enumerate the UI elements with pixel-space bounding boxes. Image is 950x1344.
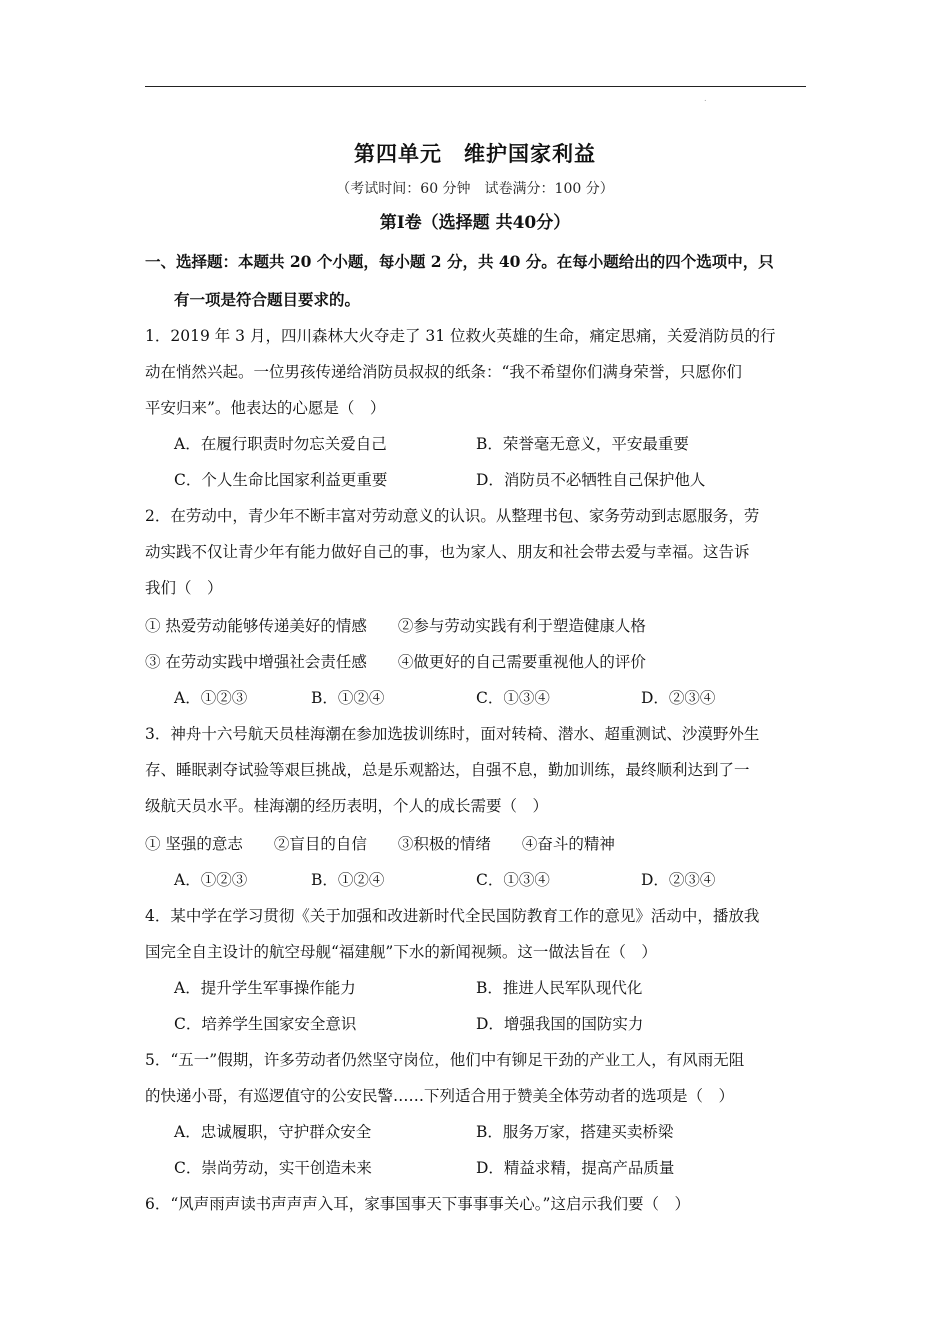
q4-option-a[interactable]: A．提升学生军事操作能力 xyxy=(174,979,356,997)
q3-option-c[interactable]: C．①③④ xyxy=(476,871,550,889)
q2-option-a[interactable]: A．①②③ xyxy=(174,689,248,707)
q5-option-c[interactable]: C．崇尚劳动，实干创造未来 xyxy=(174,1159,372,1177)
q2-stem-line-2: 动实践不仅让青少年有能力做好自己的事，也为家人、朋友和社会带去爱与幸福。这告诉 xyxy=(145,543,750,561)
q4-option-c[interactable]: C．培养学生国家安全意识 xyxy=(174,1015,357,1033)
q1-stem-line-3: 平安归来”。他表达的心愿是（ ） xyxy=(145,399,386,417)
page-title: 第四单元 维护国家利益 xyxy=(354,141,596,166)
q5-option-a[interactable]: A．忠诚履职，守护群众安全 xyxy=(174,1123,372,1141)
q1-stem-line-2: 动在悄然兴起。一位男孩传递给消防员叔叔的纸条：“我不希望你们满身荣誉，只愿你们 xyxy=(145,363,742,381)
q5-option-b[interactable]: B．服务万家，搭建买卖桥梁 xyxy=(476,1123,674,1141)
q3-stem-line-2: 存、睡眠剥夺试验等艰巨挑战，总是乐观豁达，自强不息，勤加训练，最终顺利达到了一 xyxy=(145,761,750,779)
q2-option-d[interactable]: D．②③④ xyxy=(641,689,716,707)
q6-stem-line-1: 6．“风声雨声读书声声声入耳，家事国事天下事事事关心。”这启示我们要（ ） xyxy=(145,1195,690,1213)
q1-option-a[interactable]: A．在履行职责时勿忘关爱自己 xyxy=(174,435,387,453)
q3-option-d[interactable]: D．②③④ xyxy=(641,871,716,889)
q3-statements-line-1: ① 坚强的意志 ②盲目的自信 ③积极的情绪 ④奋斗的精神 xyxy=(145,835,615,853)
header-dot: . xyxy=(704,94,707,103)
q5-option-d[interactable]: D．精益求精，提高产品质量 xyxy=(476,1159,675,1177)
q2-stem-line-3: 我们（ ） xyxy=(145,579,223,597)
q3-option-a[interactable]: A．①②③ xyxy=(174,871,248,889)
q2-statements-line-1: ① 热爱劳动能够传递美好的情感 ②参与劳动实践有利于塑造健康人格 xyxy=(145,617,646,635)
part-title: 第Ⅰ卷（选择题 共40分） xyxy=(379,213,571,233)
q4-option-b[interactable]: B．推进人民军队现代化 xyxy=(476,979,643,997)
q2-stem-line-1: 2．在劳动中，青少年不断丰富对劳动意义的认识。从整理书包、家务劳动到志愿服务，劳 xyxy=(145,507,760,525)
q3-stem-line-3: 级航天员水平。桂海潮的经历表明，个人的成长需要（ ） xyxy=(145,797,549,815)
q1-option-d[interactable]: D．消防员不必牺牲自己保护他人 xyxy=(476,471,706,489)
q4-stem-line-2: 国完全自主设计的航空母舰“福建舰”下水的新闻视频。这一做法旨在（ ） xyxy=(145,943,657,961)
exam-info: （考试时间：60 分钟 试卷满分：100 分） xyxy=(336,181,614,197)
section-instruction-line-1: 一、选择题：本题共 20 个小题，每小题 2 分，共 40 分。在每小题给出的四个选项中，只 xyxy=(145,252,774,271)
q2-option-c[interactable]: C．①③④ xyxy=(476,689,550,707)
q2-statements-line-2: ③ 在劳动实践中增强社会责任感 ④做更好的自己需要重视他人的评价 xyxy=(145,653,646,671)
q3-option-b[interactable]: B．①②④ xyxy=(311,871,385,889)
q4-option-d[interactable]: D．增强我国的国防实力 xyxy=(476,1015,644,1033)
q3-stem-line-1: 3．神舟十六号航天员桂海潮在参加选拔训练时，面对转椅、潜水、超重测试、沙漠野外生 xyxy=(145,725,760,743)
q4-stem-line-1: 4．某中学在学习贯彻《关于加强和改进新时代全民国防教育工作的意见》活动中，播放我 xyxy=(145,907,760,925)
q1-option-b[interactable]: B．荣誉毫无意义，平安最重要 xyxy=(476,435,689,453)
section-instruction-line-2: 有一项是符合题目要求的。 xyxy=(174,290,361,309)
q5-stem-line-2: 的快递小哥，有巡逻值守的公安民警……下列适合用于赞美全体劳动者的选项是（ ） xyxy=(145,1087,735,1105)
q1-stem-line-1: 1．2019 年 3 月，四川森林大火夺走了 31 位救火英雄的生命，痛定思痛，关爱消防员的行 xyxy=(145,327,776,345)
header-rule xyxy=(145,86,806,87)
q1-option-c[interactable]: C．个人生命比国家利益更重要 xyxy=(174,471,388,489)
q5-stem-line-1: 5．“五一”假期，许多劳动者仍然坚守岗位，他们中有铆足干劲的产业工人，有风雨无阻 xyxy=(145,1051,745,1069)
q2-option-b[interactable]: B．①②④ xyxy=(311,689,385,707)
